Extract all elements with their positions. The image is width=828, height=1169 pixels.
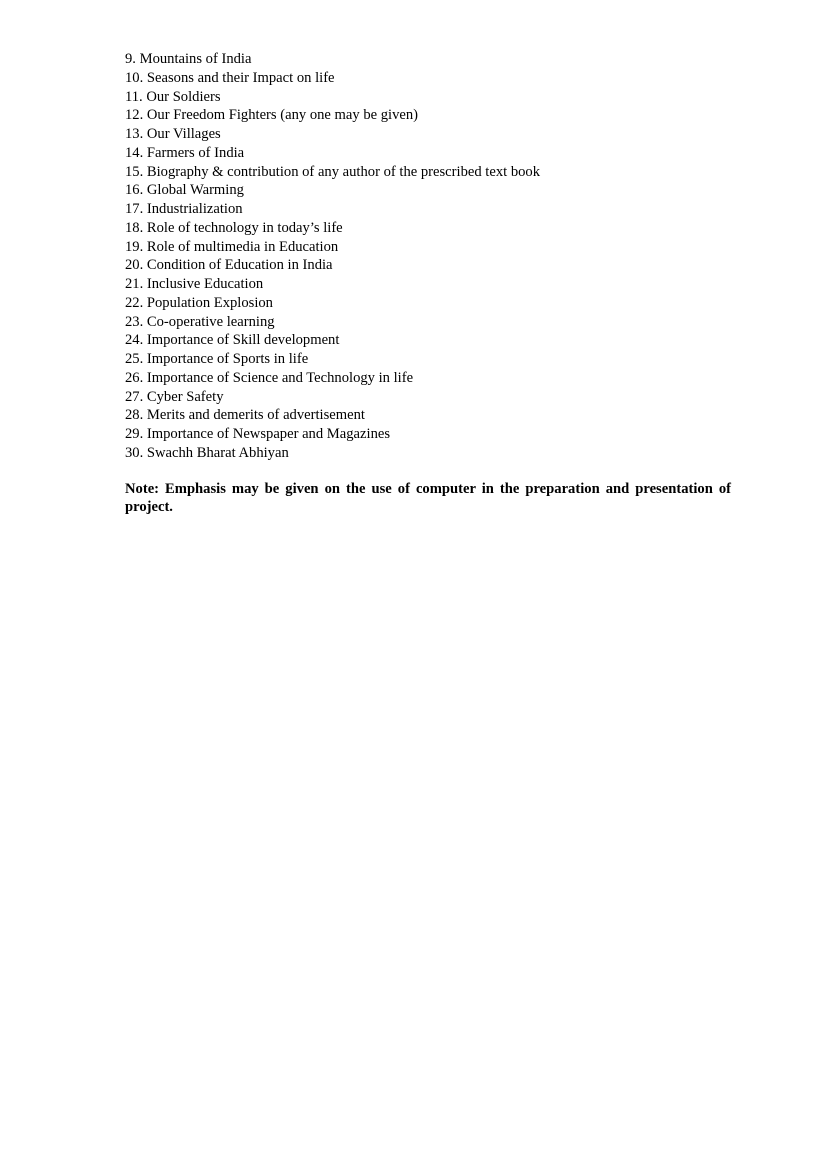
- topic-item: 20. Condition of Education in India: [125, 257, 333, 274]
- topic-item: 28. Merits and demerits of advertisement: [125, 407, 365, 424]
- topic-item: 29. Importance of Newspaper and Magazines: [125, 426, 391, 442]
- topic-item: 23. Co-operative learning: [125, 313, 275, 330]
- topic-item: 9. Mountains of India: [125, 51, 252, 67]
- topic-item: 30. Swachh Bharat Abhiyan: [125, 444, 289, 461]
- topic-item: 13. Our Villages: [125, 126, 221, 142]
- topic-item: 27. Cyber Safety: [125, 388, 224, 405]
- topic-item: 18. Role of technology in today’s life: [125, 219, 343, 236]
- topic-item: 21. Inclusive Education: [125, 276, 264, 292]
- emphasis-note: Note: Emphasis may be given on the use of computer in the preparation and presentation of project.: [125, 481, 731, 515]
- topic-item: 19. Role of multimedia in Education: [125, 238, 339, 255]
- topic-item: 22. Population Explosion: [125, 294, 273, 311]
- topic-item: 11. Our Soldiers: [125, 88, 221, 105]
- topic-item: 16. Global Warming: [125, 182, 244, 199]
- topic-item: 10. Seasons and their Impact on life: [125, 69, 335, 86]
- topic-item: 25. Importance of Sports in life: [125, 351, 309, 367]
- topic-item: 24. Importance of Skill development: [125, 332, 340, 349]
- topic-item: 26. Importance of Science and Technology in life: [125, 369, 414, 386]
- topic-item: 14. Farmers of India: [125, 144, 245, 161]
- topic-item: 17. Industrialization: [125, 201, 243, 217]
- project-topic-list: [125, 50, 765, 463]
- topic-item: 12. Our Freedom Fighters (any one may be given): [125, 107, 419, 124]
- topic-item: 15. Biography & contribution of any author of the prescribed text book: [125, 163, 541, 180]
